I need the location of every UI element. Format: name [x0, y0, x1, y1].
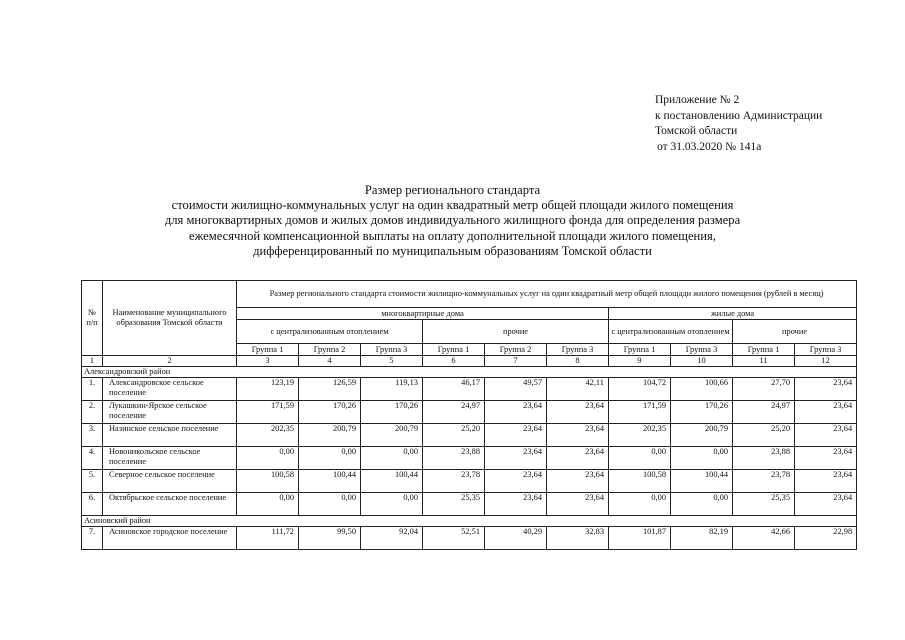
value-cell: 25,20 — [733, 424, 795, 447]
column-number: 1 — [82, 356, 103, 367]
annex-line-3: Томской области — [655, 125, 738, 137]
header-central-heating-houses: с централизованным отоплением — [609, 320, 733, 344]
value-cell: 0,00 — [609, 447, 671, 470]
value-cell: 170,26 — [299, 401, 361, 424]
value-cell: 100,66 — [671, 378, 733, 401]
header-other-houses: прочие — [733, 320, 857, 344]
value-cell: 23,64 — [795, 493, 857, 516]
heading-line-1: Размер регионального стандарта — [364, 183, 541, 197]
value-cell: 24,97 — [423, 401, 485, 424]
column-number: 4 — [299, 356, 361, 367]
header-other: прочие — [423, 320, 609, 344]
table-row — [82, 378, 857, 401]
municipality-name: Александровское сельское поселение — [103, 378, 237, 401]
header-central-heating: с централизованным отоплением — [237, 320, 423, 344]
value-cell: 46,17 — [423, 378, 485, 401]
row-number: 7. — [82, 527, 103, 550]
value-cell: 101,87 — [609, 527, 671, 550]
value-cell: 23,64 — [547, 447, 609, 470]
municipality-name: Северное сельское поселение — [103, 470, 237, 493]
group-header: Группа 1 — [733, 344, 795, 356]
value-cell: 0,00 — [299, 493, 361, 516]
group-header: Группа 3 — [361, 344, 423, 356]
table-row — [82, 493, 857, 516]
value-cell: 202,35 — [237, 424, 299, 447]
column-number-row — [82, 356, 857, 367]
column-number: 11 — [733, 356, 795, 367]
value-cell: 100,58 — [237, 470, 299, 493]
header-apartment-buildings: многоквартирные дома — [237, 308, 609, 320]
table-header — [82, 281, 857, 367]
column-number: 12 — [795, 356, 857, 367]
column-number: 3 — [237, 356, 299, 367]
municipality-name: Октябрьское сельское поселение — [103, 493, 237, 516]
value-cell: 52,51 — [423, 527, 485, 550]
municipality-name: Назинское сельское поселение — [103, 424, 237, 447]
value-cell: 23,78 — [733, 470, 795, 493]
value-cell: 23,88 — [733, 447, 795, 470]
value-cell: 126,59 — [299, 378, 361, 401]
value-cell: 23,78 — [423, 470, 485, 493]
table-body — [82, 367, 857, 550]
heading-line-3: для многоквартирных домов и жилых домов индивидуального жилищного фонда для определения размера — [164, 213, 741, 228]
value-cell: 23,64 — [795, 378, 857, 401]
value-cell: 23,64 — [485, 447, 547, 470]
value-cell: 24,97 — [733, 401, 795, 424]
table-row — [82, 447, 857, 470]
heading-line-5: дифференцированный по муниципальным образованиям Томской области — [253, 243, 652, 258]
column-number: 2 — [103, 356, 237, 367]
annex-line-2: к постановлению Администрации — [655, 109, 823, 122]
region-name: Александровский район — [82, 367, 857, 378]
value-cell: 171,59 — [609, 401, 671, 424]
table-row — [82, 527, 857, 550]
value-cell: 123,19 — [237, 378, 299, 401]
municipality-name: Асиновское городское поселение — [103, 527, 237, 550]
header-residential-houses: жилые дома — [609, 308, 857, 320]
value-cell: 27,70 — [733, 378, 795, 401]
column-number: 10 — [671, 356, 733, 367]
column-number: 9 — [609, 356, 671, 367]
value-cell: 23,88 — [423, 447, 485, 470]
value-cell: 200,79 — [671, 424, 733, 447]
value-cell: 23,64 — [795, 470, 857, 493]
table-row — [82, 470, 857, 493]
value-cell: 100,44 — [671, 470, 733, 493]
value-cell: 23,64 — [547, 470, 609, 493]
group-header: Группа 1 — [423, 344, 485, 356]
group-header: Группа 2 — [485, 344, 547, 356]
value-cell: 0,00 — [671, 447, 733, 470]
value-cell: 25,35 — [733, 493, 795, 516]
header-standard-size: Размер регионального стандарта стоимости жилищно-коммунальных услуг на один квадратный метр общей площади жилого помещения (рублей в месяц) — [237, 281, 857, 308]
row-number: 2. — [82, 401, 103, 424]
row-number: 4. — [82, 447, 103, 470]
value-cell: 104,72 — [609, 378, 671, 401]
value-cell: 23,64 — [795, 424, 857, 447]
value-cell: 100,44 — [361, 470, 423, 493]
group-header: Группа 1 — [237, 344, 299, 356]
annex-block — [655, 93, 822, 155]
value-cell: 0,00 — [361, 493, 423, 516]
value-cell: 99,50 — [299, 527, 361, 550]
value-cell: 170,26 — [361, 401, 423, 424]
value-cell: 171,59 — [237, 401, 299, 424]
value-cell: 202,35 — [609, 424, 671, 447]
value-cell: 23,64 — [485, 424, 547, 447]
heading-line-2: стоимости жилищно-коммунальных услуг на один квадратный метр общей площади жилого помещения — [171, 198, 734, 213]
annex-line-4: от 31.03.2020 № 141а — [657, 140, 762, 153]
region-row — [82, 367, 857, 378]
group-header: Группа 2 — [299, 344, 361, 356]
column-number: 7 — [485, 356, 547, 367]
value-cell: 100,44 — [299, 470, 361, 493]
value-cell: 23,64 — [485, 493, 547, 516]
annex-line-1: Приложение № 2 — [655, 94, 740, 106]
value-cell: 32,83 — [547, 527, 609, 550]
value-cell: 23,64 — [485, 470, 547, 493]
value-cell: 23,64 — [547, 493, 609, 516]
value-cell: 170,26 — [671, 401, 733, 424]
value-cell: 111,72 — [237, 527, 299, 550]
group-header: Группа 3 — [795, 344, 857, 356]
column-number: 5 — [361, 356, 423, 367]
row-number: 1. — [82, 378, 103, 401]
municipality-name: Лукашкин-Ярское сельское поселение — [103, 401, 237, 424]
column-number: 8 — [547, 356, 609, 367]
row-number: 3. — [82, 424, 103, 447]
value-cell: 0,00 — [671, 493, 733, 516]
value-cell: 119,13 — [361, 378, 423, 401]
value-cell: 200,79 — [361, 424, 423, 447]
value-cell: 200,79 — [299, 424, 361, 447]
value-cell: 0,00 — [237, 493, 299, 516]
value-cell: 0,00 — [299, 447, 361, 470]
value-cell: 40,29 — [485, 527, 547, 550]
value-cell: 23,64 — [547, 401, 609, 424]
value-cell: 0,00 — [609, 493, 671, 516]
column-number: 6 — [423, 356, 485, 367]
value-cell: 23,64 — [485, 401, 547, 424]
header-number: № п/п — [82, 281, 103, 356]
value-cell: 82,19 — [671, 527, 733, 550]
group-header: Группа 3 — [547, 344, 609, 356]
row-number: 5. — [82, 470, 103, 493]
value-cell: 23,64 — [795, 447, 857, 470]
heading-line-4: ежемесячной компенсационной выплаты на оплату дополнительной площади жилого помещения, — [189, 228, 716, 243]
municipality-name: Новоникольское сельское поселение — [103, 447, 237, 470]
value-cell: 25,20 — [423, 424, 485, 447]
value-cell: 25,35 — [423, 493, 485, 516]
value-cell: 0,00 — [237, 447, 299, 470]
value-cell: 23,64 — [547, 424, 609, 447]
standards-table — [81, 280, 857, 550]
value-cell: 23,64 — [795, 401, 857, 424]
value-cell: 100,58 — [609, 470, 671, 493]
group-header: Группа 3 — [671, 344, 733, 356]
value-cell: 92,04 — [361, 527, 423, 550]
header-municipality: Наименование муниципального образования Томской области — [103, 281, 237, 356]
document-heading — [0, 183, 905, 259]
group-header: Группа 1 — [609, 344, 671, 356]
row-number: 6. — [82, 493, 103, 516]
value-cell: 49,57 — [485, 378, 547, 401]
value-cell: 0,00 — [361, 447, 423, 470]
value-cell: 42,66 — [733, 527, 795, 550]
value-cell: 42,11 — [547, 378, 609, 401]
region-name: Асиновский район — [82, 516, 857, 527]
value-cell: 22,98 — [795, 527, 857, 550]
region-row — [82, 516, 857, 527]
table-row — [82, 401, 857, 424]
table-row — [82, 424, 857, 447]
